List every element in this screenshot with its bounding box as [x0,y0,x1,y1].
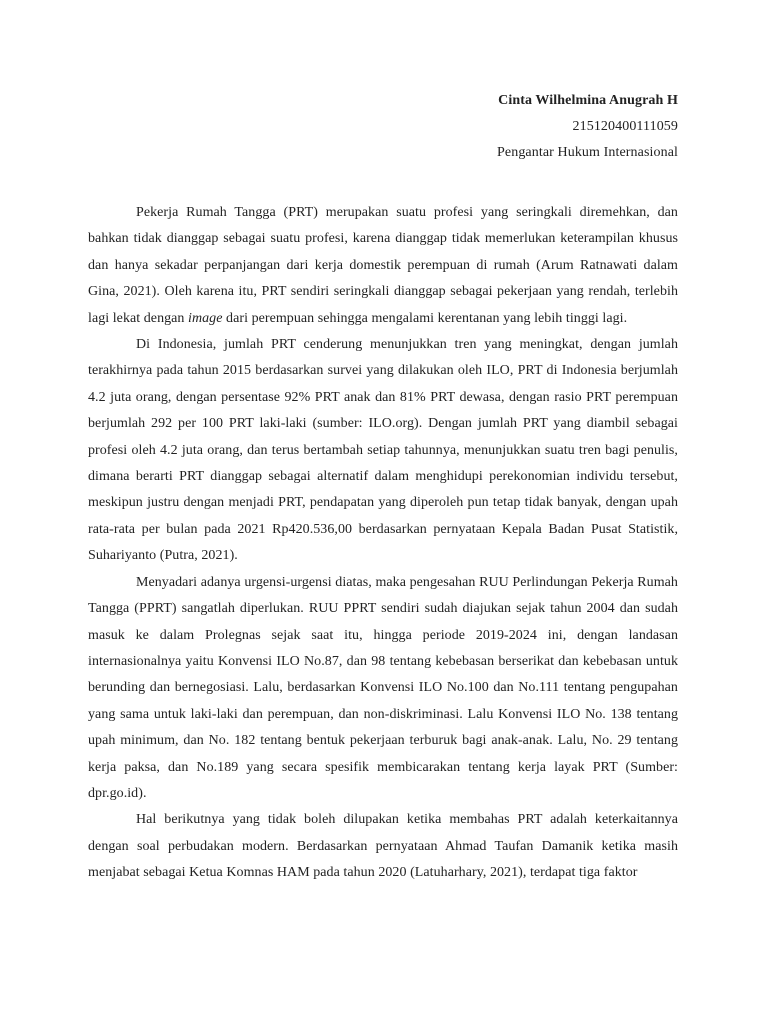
paragraph-3: Menyadari adanya urgensi-urgensi diatas, maka pengesahan RUU Perlindungan Pekerja Rumah Tangga (PPRT) sangatlah diperlukan. RUU PPRT sendiri sudah diajukan sejak tahun 2004 dan sudah masuk ke dalam Prolegnas sejak saat itu, hingga periode 2019-2024 ini, dengan landasan internasionalnya yaitu Konvensi ILO No.87, dan 98 tentang kebebasan berserikat dan kebebasan untuk berunding dan bernegosiasi. Lalu, berdasarkan Konvensi ILO No.100 dan No.111 tentang pengupahan yang sama untuk laki-laki dan perempuan, dan non-diskriminasi. Lalu Konvensi ILO No. 138 tentang upah minimum, dan No. 182 tentang bentuk pekerjaan terburuk bagi anak-anak. Lalu, No. 29 tentang kerja paksa, dan No.189 yang secara spesifik membicarakan tentang kerja layak PRT (Sumber: dpr.go.id). [88,574,678,801]
author-name: Cinta Wilhelmina Anugrah H [498,93,678,108]
course-name: Pengantar Hukum Internasional [497,145,678,160]
paragraph-4: Hal berikutnya yang tidak boleh dilupakan ketika membahas PRT adalah keterkaitannya dengan soal perbudakan modern. Berdasarkan pernyataan Ahmad Taufan Damanik ketika masih menjabat sebagai Ketua Komnas HAM pada tahun 2020 (Latuharhary, 2021), terdapat tiga faktor [88,812,678,881]
student-id: 215120400111059 [572,119,678,134]
paragraph-1-italic: image [188,310,223,326]
essay-body [88,200,678,887]
paragraph-1 [88,200,678,332]
paragraph-2: Di Indonesia, jumlah PRT cenderung menunjukkan tren yang meningkat, dengan jumlah terakhirnya pada tahun 2015 berdasarkan survei yang dilakukan oleh ILO, PRT di Indonesia berjumlah 4.2 juta orang, dengan persentase 92% PRT anak dan 81% PRT dewasa, dengan rasio PRT perempuan berjumlah 292 per 100 PRT laki-laki (sumber: ILO.org). Dengan jumlah PRT yang diambil sebagai profesi oleh 4.2 juta orang, dan terus bertambah setiap tahunnya, menunjukkan suatu tren bagi penulis, dimana berarti PRT dianggap sebagai alternatif dalam menghidupi perekonomian individu tersebut, meskipun justru dengan menjadi PRT, pendapatan yang diperoleh pun tetap tidak banyak, dengan upah rata-rata per bulan pada 2021 Rp420.536,00 berdasarkan pernyataan Kepala Badan Pusat Statistik, Suhariyanto (Putra, 2021). [88,337,678,564]
paragraph-1-text-a: Pekerja Rumah Tangga (PRT) merupakan suatu profesi yang seringkali diremehkan, dan bahkan tidak dianggap sebagai suatu profesi, karena dianggap tidak memerlukan keterampilan khusus dan hanya sekadar perpanjangan dari kerja domestik perempuan di rumah (Arum Ratnawati dalam Gina, 2021). Oleh karena itu, PRT sendiri seringkali dianggap sebagai pekerjaan yang rendah, terlebih lagi lekat dengan [88,205,678,326]
author-header [88,88,678,166]
paragraph-1-text-b: dari perempuan sehingga mengalami kerentanan yang lebih tinggi lagi. [222,310,628,326]
document-page [88,88,678,887]
